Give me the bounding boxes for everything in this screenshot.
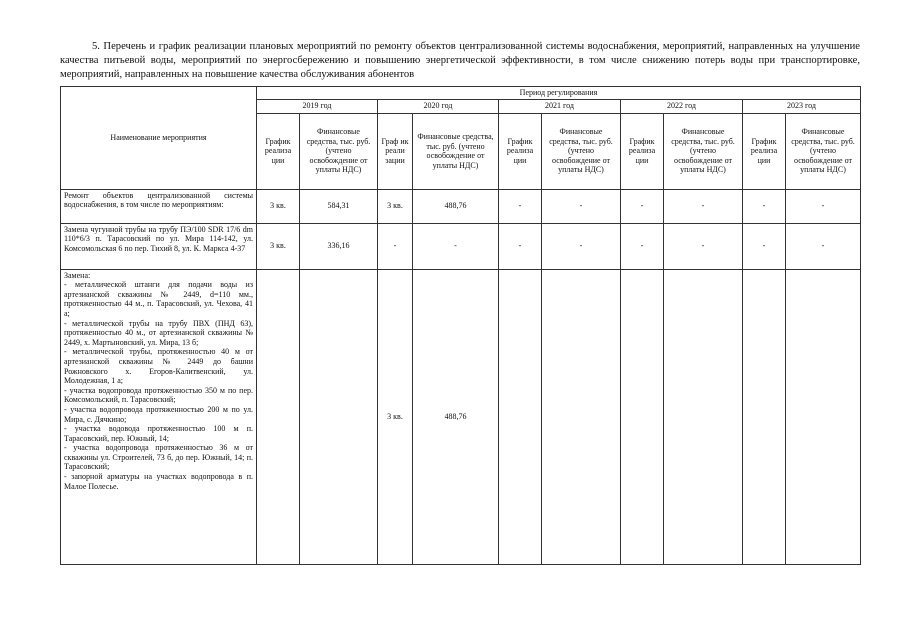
schedule-cell: - — [621, 189, 664, 223]
activity-name-cell: Замена: - металлической штанги для подачи воды из артезианской скважины № 2449, d=110 мм., протяженностью 44 м., п. Тарасовский, ул. Чехова, 41 а; - металлической трубы на трубу ПВХ (ПНД 63), протяженностью 40 м., от артезианской скважины № 2449, х. Мартыновский, ул. Мира, 13 б; - металлической трубы, протяженностью 40 м от артезианской скважины № 2449 до башни Рожновского х. Егоров-Калитвенский, ул. Молодежная, 1 а; - участка водопровода протяженностью 350 м по пер. Комсомольский, п. Тарасовский; - участка водопровода протяженностью 200 м по ул. Мира, с. Дячкино; - участка водовода протяженностью 100 м п. Тарасовский, пер. Южный, 14; - участка водопровода протяженностью 36 м от скважины ул. Строителей, 73 б, до пер. Южный, 14; п. Тарасовский; - запорной арматуры на участках водопровода в п. Малое Полесье. — [61, 269, 257, 564]
schedule-cell: - — [743, 223, 786, 269]
sub-header-schedule: График реализа ции — [257, 113, 300, 189]
finance-cell — [786, 269, 861, 564]
schedule-cell: - — [499, 189, 542, 223]
finance-cell — [300, 269, 378, 564]
table-row — [61, 189, 861, 223]
sub-header-schedule: Граф ик реали зации — [378, 113, 413, 189]
heading-text: 5. Перечень и график реализации плановых мероприятий по ремонту объектов централизованной системы водоснабжения, мероприятий, направленных на улучшение качества питьевой воды, мероприятий по энергосбережению и повышению энергетической эффективности, в том числе снижению потерь воды при транспортировке, мероприятий, направленных на повышение качества обслуживания абонентов — [60, 41, 860, 80]
sub-header-finance: Финансовые средства, тыс. руб. (учтено освобождение от уплаты НДС) — [664, 113, 743, 189]
finance-cell: 584,31 — [300, 189, 378, 223]
schedule-cell: 3 кв. — [257, 223, 300, 269]
activity-name-cell: Замена чугунной трубы на трубу ПЭ/100 SDR 17/6 dm 110*6/3 п. Тарасовский по ул. Мира 114-142, ул. Комсомольская 6 по пер. Тихий 8, ул. К. Маркса 4-37 — [61, 223, 257, 269]
finance-cell: - — [786, 189, 861, 223]
sub-header-finance: Финансовые средства, тыс. руб. (учтено освобождение от уплаты НДС) — [413, 113, 499, 189]
finance-cell: - — [542, 223, 621, 269]
finance-cell: 488,76 — [413, 189, 499, 223]
schedule-cell: 3 кв. — [257, 189, 300, 223]
schedule-cell — [621, 269, 664, 564]
finance-cell: 488,76 — [413, 269, 499, 564]
sub-header-schedule: График реализа ции — [499, 113, 542, 189]
finance-cell — [542, 269, 621, 564]
sub-header-schedule: График реализа ции — [743, 113, 786, 189]
finance-cell — [664, 269, 743, 564]
section-heading — [60, 40, 860, 81]
schedule-cell: 3 кв. — [378, 269, 413, 564]
col-header-period: Период регулирования — [257, 87, 861, 100]
year-header-2022: 2022 год — [621, 99, 743, 113]
finance-cell: - — [664, 189, 743, 223]
year-header-2023: 2023 год — [743, 99, 861, 113]
schedule-cell — [743, 269, 786, 564]
sub-header-finance: Финансовые средства, тыс. руб. (учтено освобождение от уплаты НДС) — [300, 113, 378, 189]
activity-name-cell: Ремонт объектов централизованной системы водоснабжения, в том числе по мероприятиям: — [61, 189, 257, 223]
finance-cell: - — [413, 223, 499, 269]
header-row-period — [61, 87, 861, 100]
sub-header-schedule: График реализа ции — [621, 113, 664, 189]
schedule-cell: - — [499, 223, 542, 269]
table-row — [61, 223, 861, 269]
plan-table-body — [61, 189, 861, 564]
year-header-2019: 2019 год — [257, 99, 378, 113]
table-row — [61, 269, 861, 564]
finance-cell: - — [542, 189, 621, 223]
schedule-cell: 3 кв. — [378, 189, 413, 223]
sub-header-finance: Финансовые средства, тыс. руб. (учтено освобождение от уплаты НДС) — [542, 113, 621, 189]
schedule-cell: - — [621, 223, 664, 269]
schedule-cell — [257, 269, 300, 564]
plan-table — [60, 86, 861, 565]
finance-cell: - — [664, 223, 743, 269]
year-header-2021: 2021 год — [499, 99, 621, 113]
schedule-cell: - — [378, 223, 413, 269]
schedule-cell: - — [743, 189, 786, 223]
year-header-2020: 2020 год — [378, 99, 499, 113]
sub-header-finance: Финансовые средства, тыс. руб. (учтено освобождение от уплаты НДС) — [786, 113, 861, 189]
schedule-cell — [499, 269, 542, 564]
finance-cell: 336,16 — [300, 223, 378, 269]
col-header-name: Наименование мероприятия — [61, 87, 257, 190]
finance-cell: - — [786, 223, 861, 269]
